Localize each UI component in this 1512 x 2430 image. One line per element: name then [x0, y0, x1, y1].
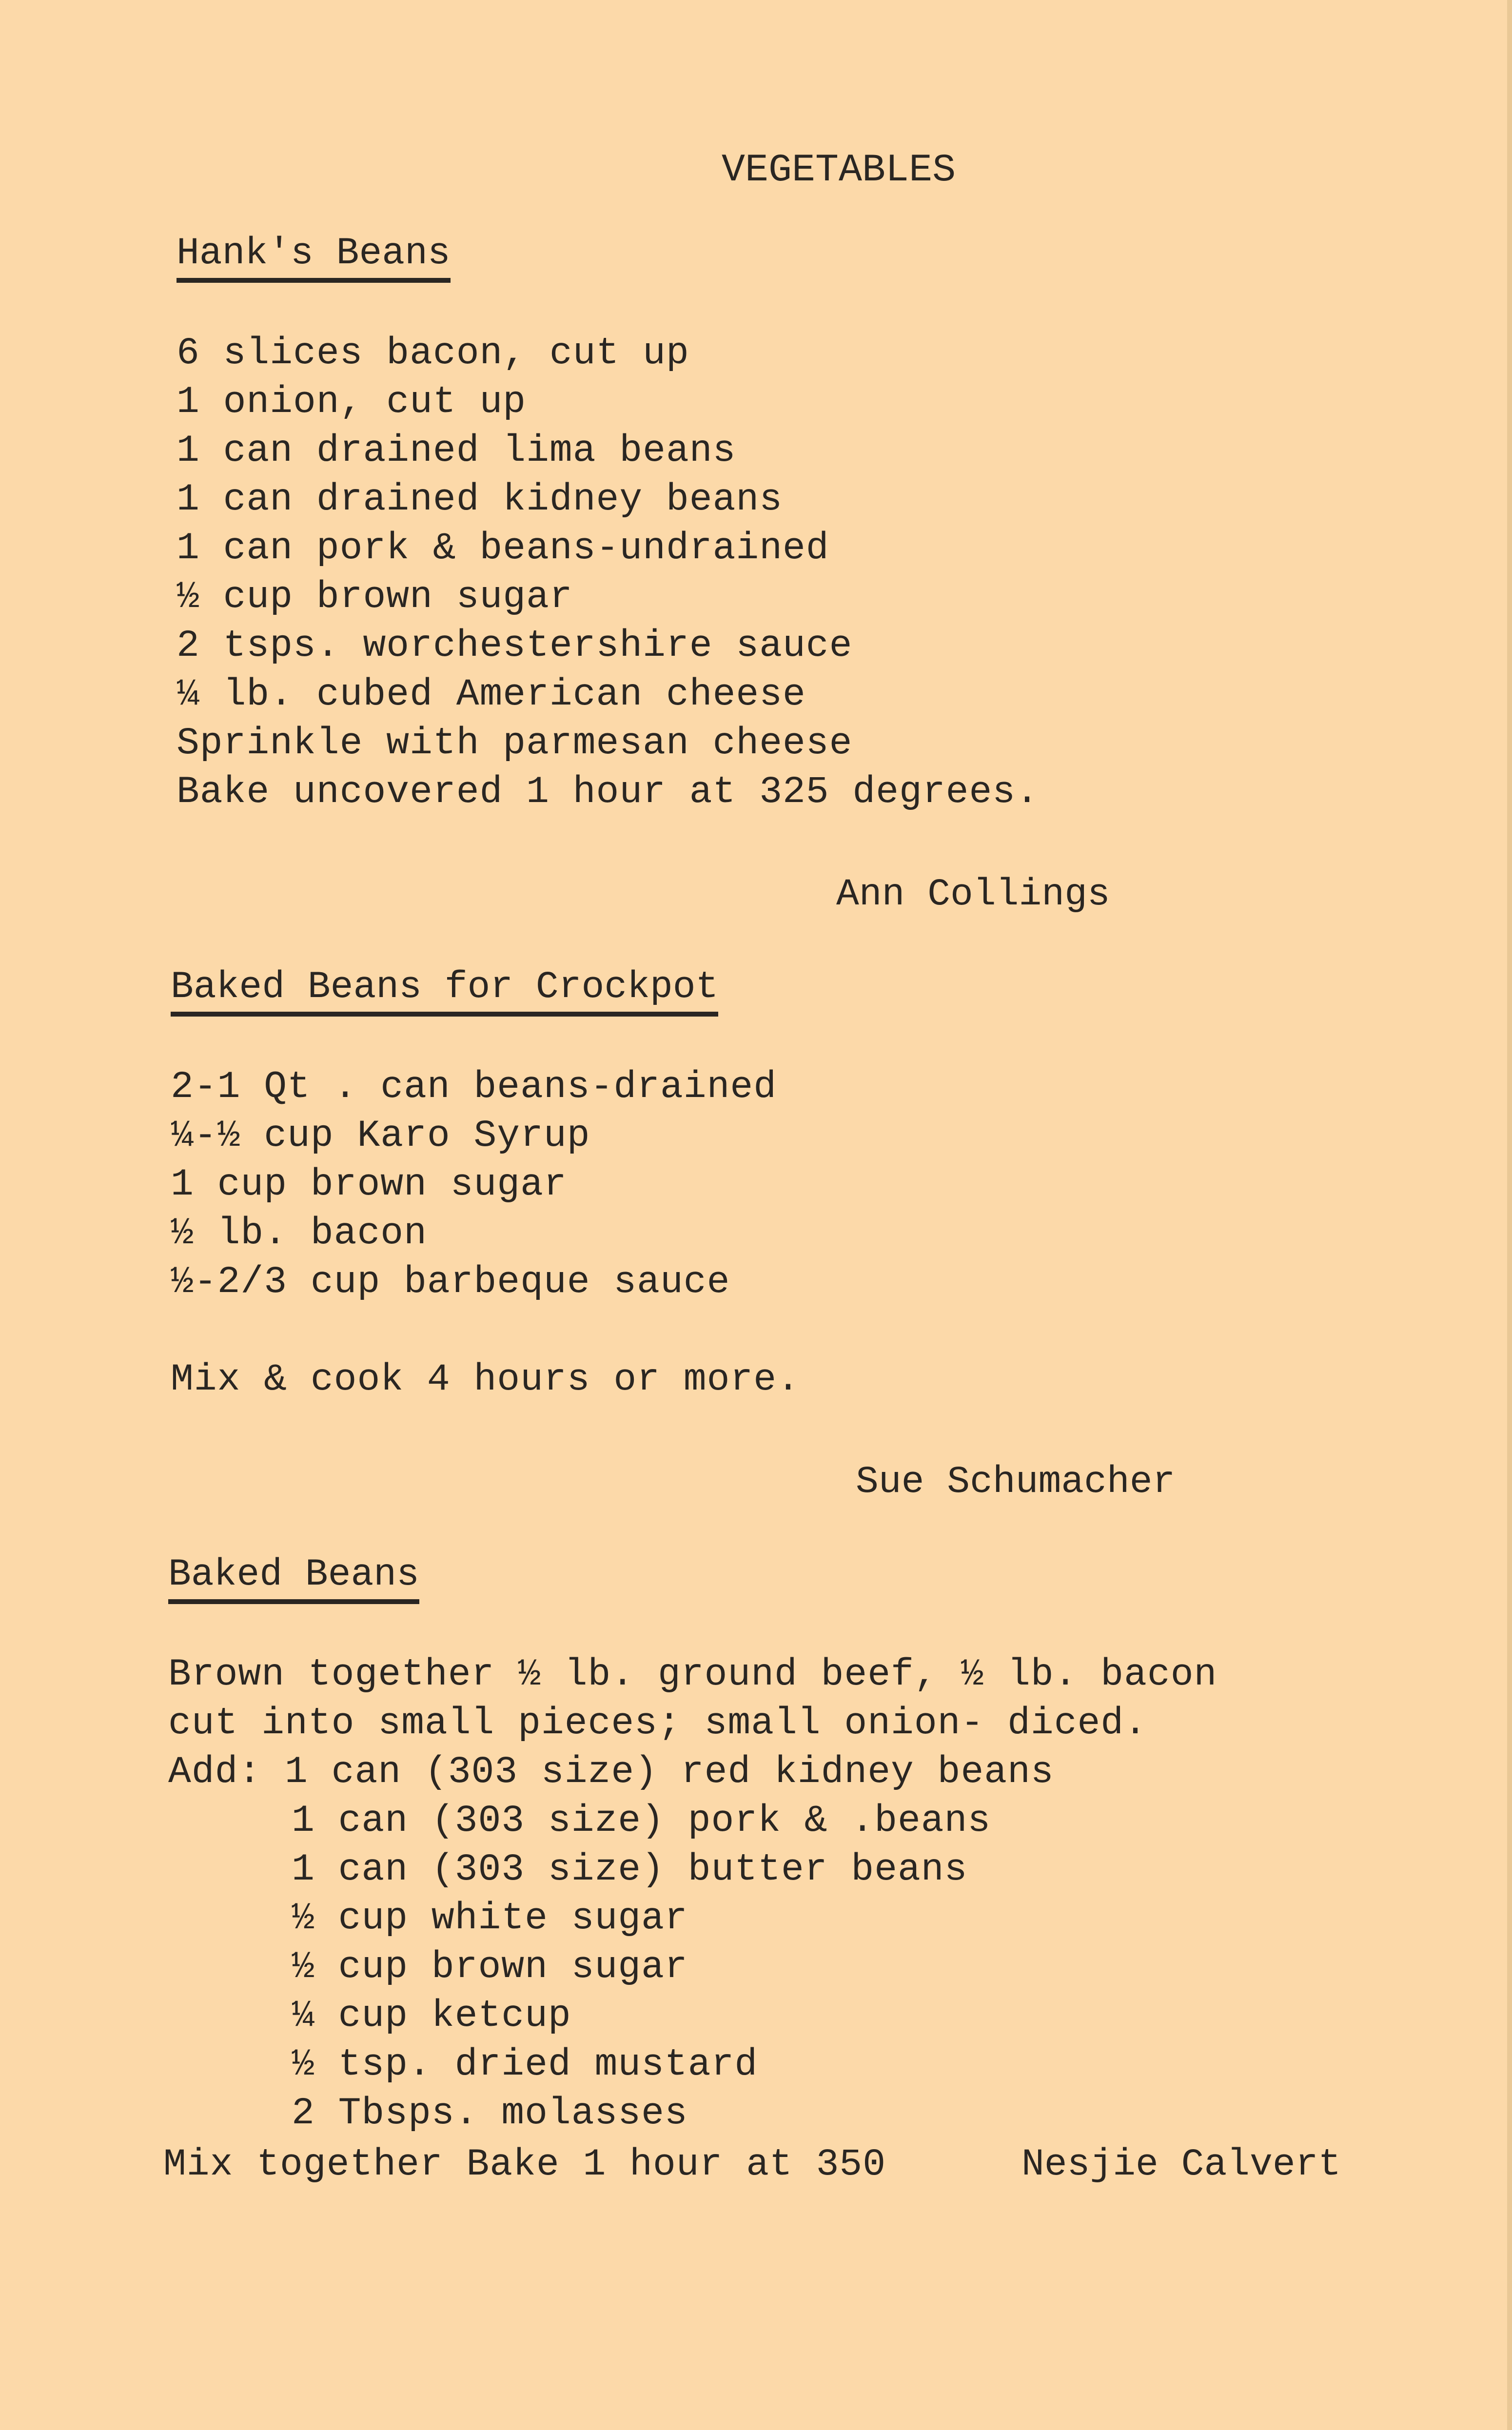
ingredient-line: 1 can (303 size) pork & .beans	[292, 1800, 991, 1842]
ingredient-line: ½ cup brown sugar	[177, 576, 573, 619]
recipe-title: Baked Beans for Crockpot	[171, 963, 718, 1017]
ingredient-line: 6 slices bacon, cut up	[177, 332, 689, 375]
ingredient-line: ¼ lb. cubed American cheese	[177, 673, 806, 716]
section-title: VEGETABLES	[722, 148, 956, 193]
ingredient-line: 2-1 Qt . can beans-drained	[171, 1066, 777, 1109]
instruction-line: Bake uncovered 1 hour at 325 degrees.	[177, 771, 1039, 814]
recipe-author: Ann Collings	[836, 873, 1110, 916]
ingredient-line: 1 onion, cut up	[177, 381, 527, 424]
ingredient-line: 1 can pork & beans-undrained	[177, 527, 829, 570]
ingredient-line: ½ cup brown sugar	[292, 1946, 688, 1989]
ingredient-line: ¼-½ cup Karo Syrup	[171, 1115, 590, 1157]
ingredient-line: ½-2/3 cup barbeque sauce	[171, 1261, 730, 1304]
recipe-author: Sue Schumacher	[856, 1461, 1176, 1504]
recipe-author: Nesjie Calvert	[1021, 2143, 1341, 2186]
instruction-line: cut into small pieces; small onion- diced.	[168, 1702, 1147, 1745]
ingredient-line: ½ lb. bacon	[171, 1212, 427, 1255]
ingredient-line: Add: 1 can (303 size) red kidney beans	[168, 1751, 1054, 1794]
instruction-line: Mix & cook 4 hours or more.	[171, 1358, 800, 1401]
ingredient-line: 1 cup brown sugar	[171, 1163, 567, 1206]
ingredient-line: 1 can drained kidney beans	[177, 478, 783, 521]
instruction-line: Brown together ½ lb. ground beef, ½ lb. bacon	[168, 1653, 1217, 1696]
instruction-line: Sprinkle with parmesan cheese	[177, 722, 853, 765]
ingredient-line: 1 can (303 size) butter beans	[292, 1848, 968, 1891]
ingredient-line: ½ tsp. dried mustard	[292, 2043, 758, 2086]
ingredient-line: 2 Tbsps. molasses	[292, 2092, 688, 2135]
page-edge	[1507, 0, 1512, 2430]
recipe-title: Hank's Beans	[177, 229, 451, 283]
ingredient-line: ¼ cup ketcup	[292, 1995, 571, 2038]
instruction-line: Mix together Bake 1 hour at 350	[163, 2143, 886, 2186]
ingredient-line: 1 can drained lima beans	[177, 430, 736, 472]
ingredient-line: ½ cup white sugar	[292, 1897, 688, 1940]
recipe-title: Baked Beans	[168, 1550, 419, 1604]
ingredient-line: 2 tsps. worchestershire sauce	[177, 625, 853, 667]
